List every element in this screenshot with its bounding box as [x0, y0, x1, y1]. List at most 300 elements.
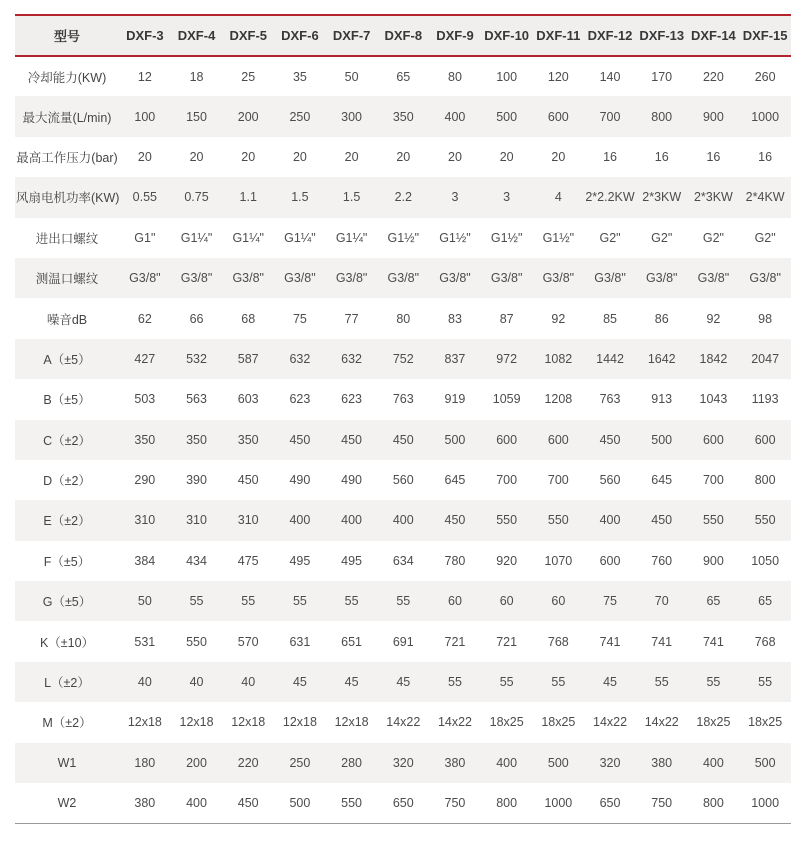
- value-cell: 700: [547, 473, 569, 488]
- value-cell: 170: [651, 69, 673, 84]
- value-cell: 920: [496, 553, 518, 568]
- row-label-cell: 冷却能力(KW): [27, 70, 107, 85]
- value-cell: 12: [137, 69, 152, 84]
- value-cell: 550: [702, 513, 724, 528]
- value-cell: 150: [186, 109, 207, 124]
- table-row: [15, 379, 791, 419]
- value-cell: 45: [396, 675, 411, 690]
- value-cell: 65: [758, 594, 773, 609]
- value-cell: 45: [603, 675, 617, 690]
- value-cell: 1.1: [239, 190, 257, 205]
- value-cell: G3/8": [594, 271, 626, 286]
- table-row: [15, 500, 791, 540]
- value-cell: G1¼": [180, 230, 213, 245]
- value-cell: G3/8": [490, 271, 523, 286]
- value-cell: 16: [758, 149, 773, 164]
- table-row: [15, 137, 791, 177]
- table-header: [15, 15, 791, 56]
- value-cell: 45: [292, 675, 307, 690]
- row-label-cell: A（±5）: [43, 352, 91, 367]
- row-label-cell: L（±2）: [44, 676, 90, 691]
- value-cell: 780: [444, 553, 466, 568]
- value-cell: 20: [292, 149, 307, 164]
- value-cell: 700: [496, 473, 518, 488]
- value-cell: 1642: [647, 351, 676, 366]
- value-cell: 750: [444, 795, 466, 810]
- value-cell: 623: [341, 392, 363, 407]
- value-cell: 85: [603, 311, 617, 326]
- value-cell: 250: [289, 109, 311, 124]
- value-cell: 550: [547, 513, 569, 528]
- value-cell: 495: [289, 553, 311, 568]
- value-cell: 570: [237, 634, 259, 649]
- value-cell: 560: [392, 473, 414, 488]
- value-cell: 20: [396, 149, 411, 164]
- value-cell: G3/8": [180, 271, 213, 286]
- value-cell: 400: [289, 513, 311, 528]
- value-cell: 800: [702, 795, 724, 810]
- row-label-cell: K（±10）: [39, 635, 95, 650]
- header-cell-model: DXF-8: [384, 28, 423, 43]
- value-cell: G2": [599, 230, 621, 245]
- value-cell: 16: [706, 149, 721, 164]
- value-cell: 450: [341, 432, 363, 447]
- value-cell: G1¼": [335, 230, 368, 245]
- row-label-cell: 进出口螺纹: [35, 231, 99, 246]
- value-cell: G1¼": [232, 230, 264, 245]
- value-cell: G2": [702, 230, 724, 245]
- header-cell-model: DXF-11: [536, 28, 581, 43]
- value-cell: 12x18: [231, 715, 266, 730]
- row-label-cell: 风扇电机功率(KW): [16, 191, 119, 206]
- value-cell: 1.5: [342, 190, 361, 205]
- value-cell: 2*3KW: [642, 190, 682, 205]
- value-cell: 70: [654, 594, 669, 609]
- value-cell: 560: [599, 473, 621, 488]
- value-cell: 20: [344, 149, 359, 164]
- value-cell: 400: [496, 755, 518, 770]
- row-label-cell: D（±2）: [43, 474, 91, 489]
- value-cell: 380: [134, 795, 156, 810]
- value-cell: 490: [341, 473, 363, 488]
- value-cell: 180: [134, 755, 156, 770]
- value-cell: 434: [186, 553, 207, 568]
- value-cell: 384: [134, 553, 156, 568]
- value-cell: 350: [392, 109, 414, 124]
- value-cell: 320: [599, 755, 621, 770]
- value-cell: 55: [758, 675, 773, 690]
- row-label-cell: 测温口螺纹: [35, 272, 99, 287]
- value-cell: 600: [599, 553, 621, 568]
- header-cell-model: DXF-5: [229, 28, 267, 43]
- value-cell: 50: [344, 69, 359, 84]
- value-cell: 320: [392, 755, 414, 770]
- value-cell: 220: [237, 755, 259, 770]
- value-cell: 310: [134, 513, 156, 528]
- table-row: [15, 662, 791, 702]
- value-cell: G3/8": [129, 271, 161, 286]
- value-cell: 55: [706, 675, 721, 690]
- header-cell-model: DXF-4: [177, 28, 216, 43]
- value-cell: 741: [599, 634, 621, 649]
- spec-table: [15, 14, 791, 824]
- value-cell: 2*4KW: [745, 190, 785, 205]
- value-cell: 450: [651, 513, 673, 528]
- table-row: [15, 460, 791, 500]
- value-cell: 1842: [699, 351, 728, 366]
- value-cell: 68: [241, 311, 256, 326]
- value-cell: 14x22: [437, 715, 472, 730]
- value-cell: 645: [651, 473, 673, 488]
- value-cell: 310: [237, 513, 259, 528]
- value-cell: 20: [189, 149, 204, 164]
- value-cell: 20: [241, 149, 256, 164]
- value-cell: 450: [237, 795, 259, 810]
- value-cell: 45: [344, 675, 359, 690]
- value-cell: G3/8": [284, 271, 316, 286]
- value-cell: 763: [599, 392, 621, 407]
- value-cell: 500: [289, 795, 311, 810]
- value-cell: 2*2.2KW: [585, 190, 635, 205]
- value-cell: 92: [706, 311, 721, 326]
- value-cell: 603: [237, 392, 259, 407]
- table-row: [15, 581, 791, 621]
- value-cell: 500: [547, 755, 569, 770]
- table-row: [15, 702, 791, 742]
- value-cell: 623: [289, 392, 311, 407]
- value-cell: 1.5: [291, 190, 309, 205]
- value-cell: 1000: [751, 795, 780, 810]
- row-label-cell: F（±5）: [43, 554, 91, 569]
- value-cell: 65: [706, 594, 721, 609]
- value-cell: 500: [496, 109, 518, 124]
- value-cell: 20: [551, 149, 566, 164]
- value-cell: 98: [758, 311, 773, 326]
- value-cell: 500: [444, 432, 466, 447]
- value-cell: 3: [451, 190, 459, 205]
- value-cell: 14x22: [593, 715, 628, 730]
- value-cell: 86: [654, 311, 669, 326]
- value-cell: 120: [547, 69, 569, 84]
- value-cell: 18x25: [748, 715, 783, 730]
- row-label-cell: E（±2）: [43, 514, 91, 529]
- value-cell: 55: [292, 594, 307, 609]
- value-cell: G2": [651, 230, 673, 245]
- value-cell: 2.2: [394, 190, 412, 205]
- value-cell: 837: [444, 351, 466, 366]
- value-cell: 18x25: [541, 715, 576, 730]
- value-cell: 0.55: [132, 190, 158, 205]
- header-cell-model: DXF-6: [281, 28, 319, 43]
- value-cell: G2": [754, 230, 776, 245]
- value-cell: 645: [444, 473, 466, 488]
- value-cell: 80: [448, 69, 462, 84]
- table-row: [15, 743, 791, 783]
- value-cell: 450: [444, 513, 466, 528]
- value-cell: 20: [137, 149, 152, 164]
- value-cell: 650: [392, 795, 414, 810]
- value-cell: 600: [754, 432, 776, 447]
- value-cell: 18x25: [489, 715, 524, 730]
- table-row: [15, 258, 791, 298]
- value-cell: 380: [651, 755, 673, 770]
- value-cell: 650: [599, 795, 621, 810]
- value-cell: 450: [289, 432, 311, 447]
- table-row: [15, 96, 791, 136]
- value-cell: 450: [599, 432, 621, 447]
- value-cell: 390: [186, 473, 207, 488]
- value-cell: 350: [186, 432, 207, 447]
- value-cell: 531: [134, 634, 156, 649]
- value-cell: 300: [341, 109, 363, 124]
- value-cell: 691: [392, 634, 414, 649]
- value-cell: 632: [341, 351, 363, 366]
- value-cell: 631: [289, 634, 311, 649]
- value-cell: 280: [341, 755, 363, 770]
- value-cell: 12x18: [334, 715, 369, 730]
- value-cell: 600: [496, 432, 518, 447]
- value-cell: 768: [547, 634, 569, 649]
- value-cell: 260: [754, 69, 776, 84]
- value-cell: 100: [496, 69, 518, 84]
- value-cell: 18x25: [696, 715, 731, 730]
- value-cell: 600: [702, 432, 724, 447]
- value-cell: 50: [137, 594, 152, 609]
- value-cell: 14x22: [386, 715, 421, 730]
- value-cell: 55: [448, 675, 462, 690]
- value-cell: G3/8": [232, 271, 264, 286]
- value-cell: 60: [551, 594, 566, 609]
- value-cell: 55: [499, 675, 514, 690]
- value-cell: 83: [448, 311, 462, 326]
- value-cell: 913: [651, 392, 673, 407]
- value-cell: 65: [396, 69, 411, 84]
- value-cell: 80: [396, 311, 411, 326]
- value-cell: 721: [444, 634, 466, 649]
- value-cell: 12x18: [282, 715, 317, 730]
- value-cell: 972: [496, 351, 518, 366]
- value-cell: 55: [344, 594, 359, 609]
- value-cell: 55: [189, 594, 204, 609]
- value-cell: G3/8": [542, 271, 575, 286]
- value-cell: 763: [392, 392, 414, 407]
- value-cell: 16: [654, 149, 669, 164]
- value-cell: 750: [651, 795, 673, 810]
- value-cell: G1½": [439, 230, 471, 245]
- value-cell: 400: [599, 513, 621, 528]
- value-cell: 350: [134, 432, 156, 447]
- value-cell: 1059: [492, 392, 521, 407]
- value-cell: 200: [186, 755, 207, 770]
- header-cell-model: DXF-13: [639, 28, 685, 43]
- value-cell: 75: [292, 311, 307, 326]
- value-cell: 380: [444, 755, 466, 770]
- value-cell: 4: [554, 190, 562, 205]
- value-cell: G3/8": [749, 271, 781, 286]
- row-label-cell: M（±2）: [42, 716, 92, 731]
- value-cell: 55: [654, 675, 669, 690]
- value-cell: 721: [496, 634, 518, 649]
- value-cell: 55: [396, 594, 411, 609]
- value-cell: 550: [496, 513, 518, 528]
- value-cell: 40: [241, 675, 256, 690]
- value-cell: G3/8": [697, 271, 730, 286]
- value-cell: 752: [392, 351, 414, 366]
- value-cell: 40: [189, 675, 204, 690]
- value-cell: 700: [702, 473, 724, 488]
- value-cell: 427: [134, 351, 156, 366]
- value-cell: 475: [237, 553, 259, 568]
- value-cell: 1070: [544, 553, 573, 568]
- value-cell: G1½": [387, 230, 420, 245]
- value-cell: 919: [444, 392, 466, 407]
- value-cell: 400: [186, 795, 207, 810]
- value-cell: 250: [289, 755, 311, 770]
- value-cell: 60: [448, 594, 462, 609]
- value-cell: 634: [392, 553, 414, 568]
- value-cell: 77: [344, 311, 359, 326]
- value-cell: 700: [599, 109, 621, 124]
- row-label-cell: W1: [57, 755, 77, 770]
- table-row: [15, 420, 791, 460]
- value-cell: 350: [237, 432, 259, 447]
- value-cell: 503: [134, 392, 156, 407]
- value-cell: G3/8": [439, 271, 471, 286]
- header-cell-model: DXF-7: [332, 28, 371, 43]
- value-cell: 1000: [544, 795, 573, 810]
- header-cell-model: DXF-12: [587, 28, 633, 43]
- spec-table-container: [15, 14, 791, 824]
- row-label-cell: B（±5）: [43, 393, 91, 408]
- value-cell: 2047: [751, 351, 780, 366]
- value-cell: 800: [754, 473, 776, 488]
- row-label-cell: C（±2）: [43, 433, 91, 448]
- table-body: [15, 56, 791, 823]
- value-cell: G1½": [542, 230, 575, 245]
- value-cell: G1¼": [284, 230, 316, 245]
- value-cell: 651: [341, 634, 363, 649]
- value-cell: 1193: [751, 392, 779, 407]
- value-cell: 600: [547, 109, 569, 124]
- value-cell: 220: [702, 69, 724, 84]
- value-cell: 25: [241, 69, 256, 84]
- value-cell: 760: [651, 553, 673, 568]
- value-cell: 800: [651, 109, 673, 124]
- value-cell: G1": [134, 230, 156, 245]
- header-cell-model: DXF-3: [126, 28, 164, 43]
- value-cell: 563: [186, 392, 207, 407]
- value-cell: G1½": [490, 230, 523, 245]
- value-cell: G3/8": [645, 271, 678, 286]
- row-label-cell: W2: [57, 795, 77, 810]
- value-cell: 500: [754, 755, 776, 770]
- value-cell: 55: [551, 675, 566, 690]
- value-cell: 400: [702, 755, 724, 770]
- table-row: [15, 218, 791, 258]
- value-cell: 1000: [751, 109, 780, 124]
- value-cell: 900: [702, 109, 724, 124]
- table-row: [15, 56, 791, 96]
- value-cell: 1208: [544, 392, 573, 407]
- table-row: [15, 541, 791, 581]
- table-row: [15, 621, 791, 661]
- value-cell: 550: [341, 795, 363, 810]
- row-label-cell: 噪音dB: [46, 312, 88, 327]
- header-cell-model: DXF-15: [742, 28, 788, 43]
- value-cell: G3/8": [387, 271, 420, 286]
- header-cell-model: DXF-10: [484, 28, 530, 43]
- table-row: [15, 783, 791, 823]
- value-cell: 632: [289, 351, 311, 366]
- value-cell: 3: [503, 190, 511, 205]
- value-cell: 400: [444, 109, 466, 124]
- value-cell: 600: [547, 432, 569, 447]
- value-cell: 550: [186, 634, 207, 649]
- value-cell: 1050: [751, 553, 780, 568]
- header-cell-model: DXF-9: [436, 28, 474, 43]
- value-cell: 12x18: [179, 715, 214, 730]
- value-cell: 92: [551, 311, 566, 326]
- row-label-cell: 最大流量(L/min): [22, 110, 112, 125]
- table-row: [15, 177, 791, 217]
- value-cell: 140: [599, 69, 621, 84]
- value-cell: 400: [392, 513, 414, 528]
- value-cell: 490: [289, 473, 311, 488]
- value-cell: 100: [134, 109, 156, 124]
- value-cell: 16: [603, 149, 617, 164]
- value-cell: 12x18: [127, 715, 162, 730]
- value-cell: 0.75: [184, 190, 209, 205]
- value-cell: 495: [341, 553, 363, 568]
- value-cell: 1043: [699, 392, 728, 407]
- value-cell: 400: [341, 513, 363, 528]
- value-cell: 900: [702, 553, 724, 568]
- table-row: [15, 298, 791, 338]
- value-cell: 40: [137, 675, 152, 690]
- value-cell: 62: [137, 311, 152, 326]
- value-cell: 532: [186, 351, 207, 366]
- value-cell: 200: [237, 109, 259, 124]
- value-cell: 1082: [544, 351, 573, 366]
- value-cell: 450: [237, 473, 259, 488]
- value-cell: 741: [702, 634, 724, 649]
- value-cell: 550: [754, 513, 776, 528]
- value-cell: 75: [603, 594, 617, 609]
- row-label-cell: 最高工作压力(bar): [16, 150, 118, 165]
- table-row: [15, 339, 791, 379]
- value-cell: 66: [189, 311, 204, 326]
- row-label-cell: G（±5）: [42, 595, 92, 610]
- value-cell: 2*3KW: [693, 190, 733, 205]
- value-cell: 310: [186, 513, 207, 528]
- value-cell: 500: [651, 432, 673, 447]
- value-cell: 800: [496, 795, 518, 810]
- value-cell: 741: [651, 634, 673, 649]
- value-cell: 587: [237, 351, 259, 366]
- model-corner-label: 型号: [53, 29, 80, 44]
- value-cell: 55: [241, 594, 256, 609]
- value-cell: 1442: [596, 351, 624, 366]
- value-cell: 60: [499, 594, 514, 609]
- value-cell: 20: [499, 149, 514, 164]
- value-cell: 14x22: [644, 715, 679, 730]
- value-cell: 35: [292, 69, 307, 84]
- value-cell: 18: [189, 69, 204, 84]
- value-cell: G3/8": [335, 271, 368, 286]
- value-cell: 290: [134, 473, 156, 488]
- value-cell: 450: [392, 432, 414, 447]
- header-cell-model: DXF-14: [691, 28, 736, 43]
